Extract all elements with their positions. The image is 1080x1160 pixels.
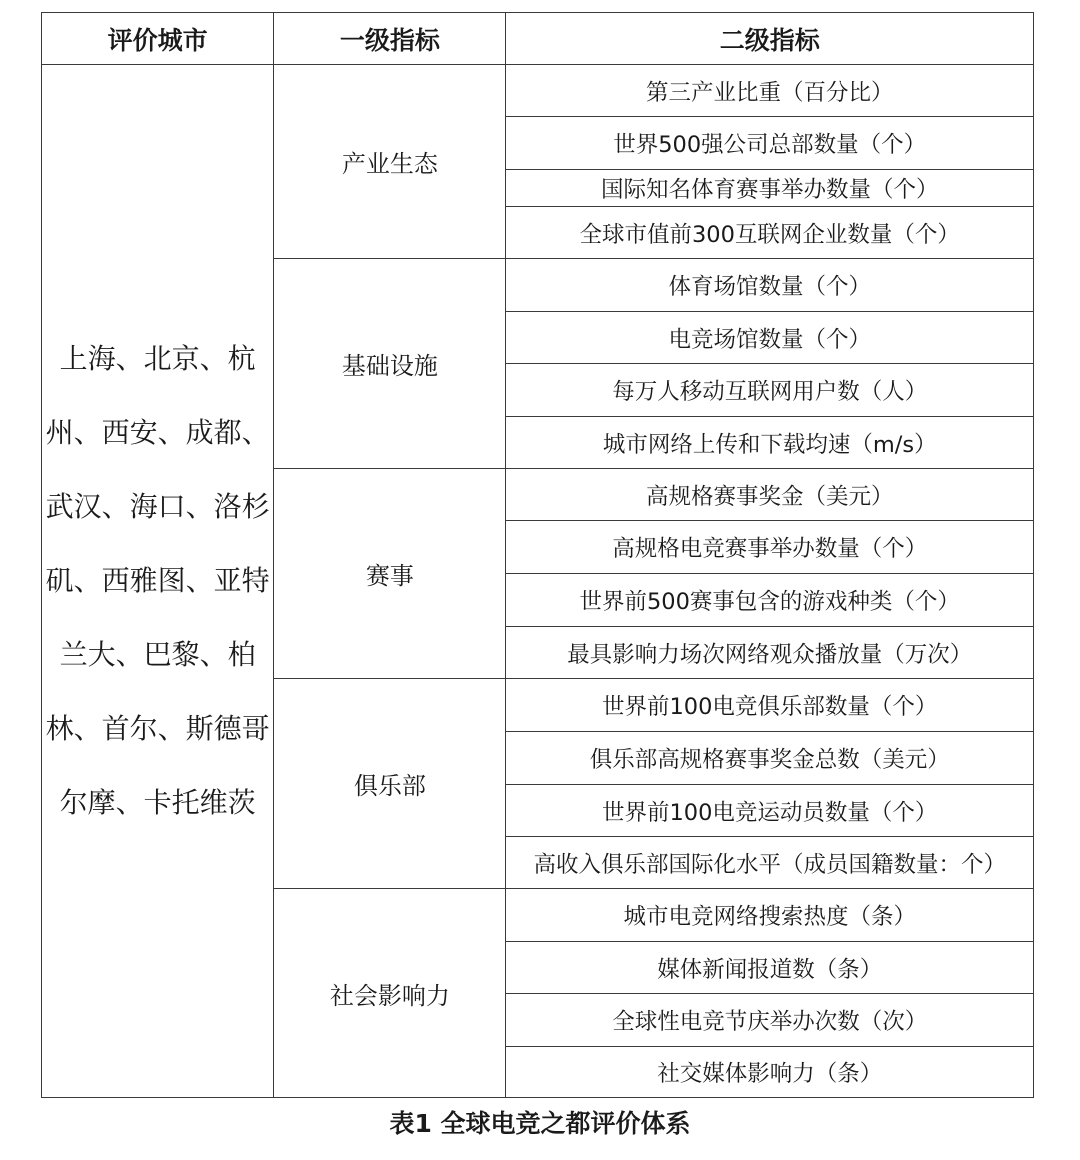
level2-item: 世界前100电竞运动员数量（个） (506, 785, 1034, 837)
level1-infrastructure: 基础设施 (274, 259, 506, 469)
level2-item: 全球市值前300互联网企业数量（个） (506, 207, 1034, 259)
header-level1: 一级指标 (274, 13, 506, 65)
level1-clubs: 俱乐部 (274, 679, 506, 889)
level2-item: 城市网络上传和下载均速（m/s） (506, 417, 1034, 469)
cities-cell: 上海、北京、杭州、西安、成都、武汉、海口、洛杉矶、西雅图、亚特兰大、巴黎、柏林、首尔、斯德哥尔摩、卡托维茨 (42, 65, 274, 1098)
level2-item: 全球性电竞节庆举办次数（次） (506, 994, 1034, 1047)
level2-item: 媒体新闻报道数（条） (506, 942, 1034, 994)
level2-item: 高规格电竞赛事举办数量（个） (506, 521, 1034, 574)
level1-events: 赛事 (274, 469, 506, 679)
level2-item: 世界前500赛事包含的游戏种类（个） (506, 574, 1034, 627)
table-row (42, 65, 1034, 117)
header-cities: 评价城市 (42, 13, 274, 65)
evaluation-system-table (41, 12, 1034, 1098)
level1-social-influence: 社会影响力 (274, 889, 506, 1098)
level2-item: 世界前100电竞俱乐部数量（个） (506, 679, 1034, 732)
level2-item: 世界500强公司总部数量（个） (506, 117, 1034, 170)
level2-item: 高收入俱乐部国际化水平（成员国籍数量：个） (506, 837, 1034, 889)
level2-item: 每万人移动互联网用户数（人） (506, 364, 1034, 417)
level2-item: 最具影响力场次网络观众播放量（万次） (506, 627, 1034, 679)
level2-item: 国际知名体育赛事举办数量（个） (506, 170, 1034, 207)
table-caption: 表1 全球电竞之都评价体系 (389, 1109, 691, 1138)
level2-item: 电竞场馆数量（个） (506, 312, 1034, 364)
level2-item: 城市电竞网络搜索热度（条） (506, 889, 1034, 942)
level2-item: 社交媒体影响力（条） (506, 1047, 1034, 1098)
level2-item: 高规格赛事奖金（美元） (506, 469, 1034, 521)
header-level2: 二级指标 (506, 13, 1034, 65)
level1-industry: 产业生态 (274, 65, 506, 259)
table-header-row (42, 13, 1034, 65)
level2-item: 俱乐部高规格赛事奖金总数（美元） (506, 732, 1034, 785)
level2-item: 体育场馆数量（个） (506, 259, 1034, 312)
level2-item: 第三产业比重（百分比） (506, 65, 1034, 117)
